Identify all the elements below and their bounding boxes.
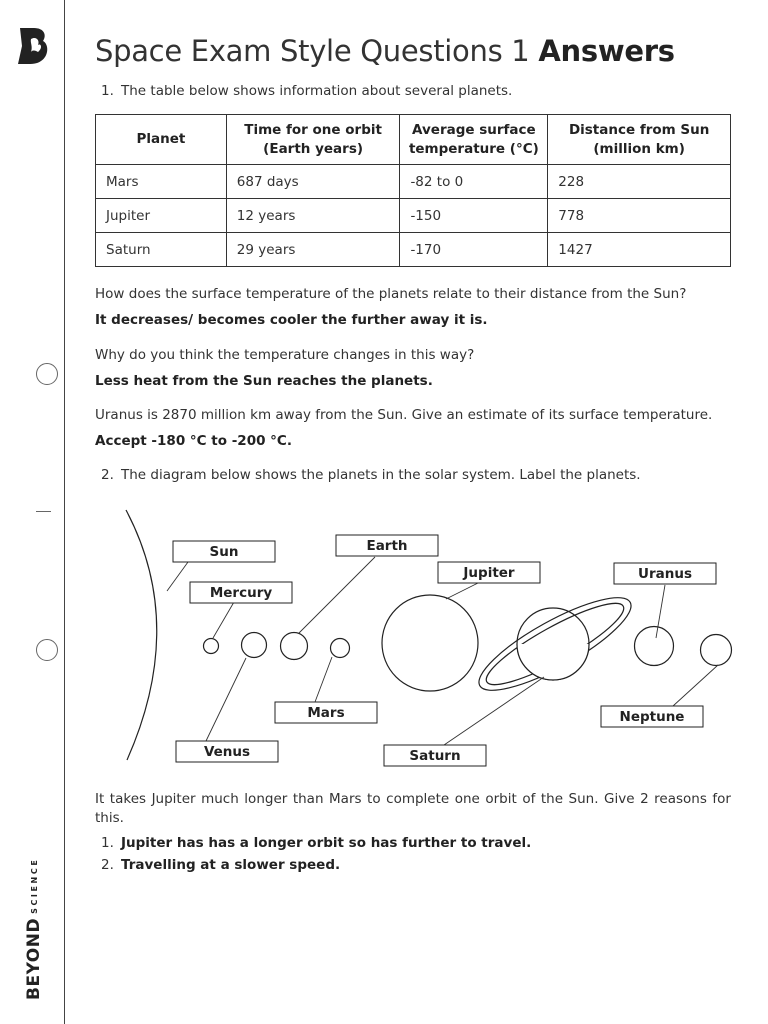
label-saturn: Saturn xyxy=(409,748,461,764)
q1-answer-c: Accept -180 °C to -200 °C. xyxy=(95,433,292,449)
label-venus: Venus xyxy=(203,744,251,760)
q1-text: The table below shows information about several planets. xyxy=(121,83,513,99)
mars-shape xyxy=(331,639,350,658)
table-cell: -82 to 0 xyxy=(400,165,548,199)
label-neptune: Neptune xyxy=(619,709,685,725)
planet-table xyxy=(95,114,731,267)
margin-line xyxy=(64,0,65,1024)
table-row xyxy=(96,165,731,199)
reason-number: 2. xyxy=(101,857,114,873)
venus-leader xyxy=(206,658,246,741)
page-title xyxy=(95,34,675,68)
q1-answer-b: Less heat from the Sun reaches the planets. xyxy=(95,373,433,389)
q1-answer-a: It decreases/ becomes cooler the further away it is. xyxy=(95,312,488,328)
table-cell: 778 xyxy=(548,199,731,233)
header-orbit-time: Time for one orbit (Earth years) xyxy=(226,115,400,165)
uranus-leader xyxy=(656,585,665,638)
earth-shape xyxy=(281,633,308,660)
table-row xyxy=(96,199,731,233)
q1-prompt-b: Why do you think the temperature changes in this way? xyxy=(95,347,475,363)
title-bold: Answers xyxy=(538,34,675,68)
saturn-leader xyxy=(444,677,544,745)
brand-sub: SCIENCE xyxy=(30,857,39,914)
sun-shape xyxy=(126,510,157,760)
reason-text: Jupiter has has a longer orbit so has further to travel. xyxy=(121,835,532,851)
table-row xyxy=(96,233,731,267)
neptune-shape xyxy=(701,635,732,666)
table-cell: Saturn xyxy=(96,233,227,267)
header-planet: Planet xyxy=(96,115,227,165)
solar-system-diagram xyxy=(95,505,735,775)
table-cell: Mars xyxy=(96,165,227,199)
reason-text: Travelling at a slower speed. xyxy=(121,857,341,873)
label-uranus: Uranus xyxy=(638,566,692,582)
table-cell: -150 xyxy=(400,199,548,233)
punch-hole-top xyxy=(36,363,58,385)
table-cell: 687 days xyxy=(226,165,400,199)
label-sun: Sun xyxy=(209,544,239,560)
table-header-row xyxy=(96,115,731,165)
label-mars: Mars xyxy=(307,705,345,721)
saturn-shape xyxy=(469,582,642,706)
header-distance: Distance from Sun (million km) xyxy=(548,115,731,165)
brand-name: BEYOND xyxy=(24,917,44,1000)
mars-leader xyxy=(315,657,332,702)
table-cell: Jupiter xyxy=(96,199,227,233)
reason-number: 1. xyxy=(101,835,114,851)
q2-text: The diagram below shows the planets in the solar system. Label the planets. xyxy=(121,467,641,483)
earth-leader xyxy=(299,557,375,633)
table-cell: 1427 xyxy=(548,233,731,267)
label-earth: Earth xyxy=(366,538,408,554)
label-mercury: Mercury xyxy=(209,585,273,601)
table-cell: 12 years xyxy=(226,199,400,233)
header-temperature: Average surface temperature (°C) xyxy=(400,115,548,165)
fold-mark xyxy=(36,511,51,512)
label-jupiter: Jupiter xyxy=(463,565,515,581)
mercury-shape xyxy=(204,639,219,654)
table-cell: 228 xyxy=(548,165,731,199)
title-regular: Space Exam Style Questions 1 xyxy=(95,34,530,68)
q2-prompt-d: It takes Jupiter much longer than Mars to complete one orbit of the Sun. Give 2 reasons for this. xyxy=(95,791,731,826)
q1-number: 1. xyxy=(101,83,114,99)
q1-prompt-c: Uranus is 2870 million km away from the Sun. Give an estimate of its surface temperature. xyxy=(95,407,713,423)
jupiter-leader xyxy=(446,583,478,599)
venus-shape xyxy=(242,633,267,658)
neptune-leader xyxy=(673,665,718,706)
beyond-logo-icon xyxy=(16,26,50,66)
table-cell: 29 years xyxy=(226,233,400,267)
uranus-shape xyxy=(635,627,674,666)
q2-number: 2. xyxy=(101,467,114,483)
sun-leader xyxy=(167,562,188,591)
jupiter-shape xyxy=(382,595,478,691)
q1-prompt-a: How does the surface temperature of the planets relate to their distance from the Sun? xyxy=(95,286,687,302)
mercury-leader xyxy=(213,602,234,638)
punch-hole-bottom xyxy=(36,639,58,661)
table-cell: -170 xyxy=(400,233,548,267)
brand-vertical xyxy=(24,858,44,1000)
